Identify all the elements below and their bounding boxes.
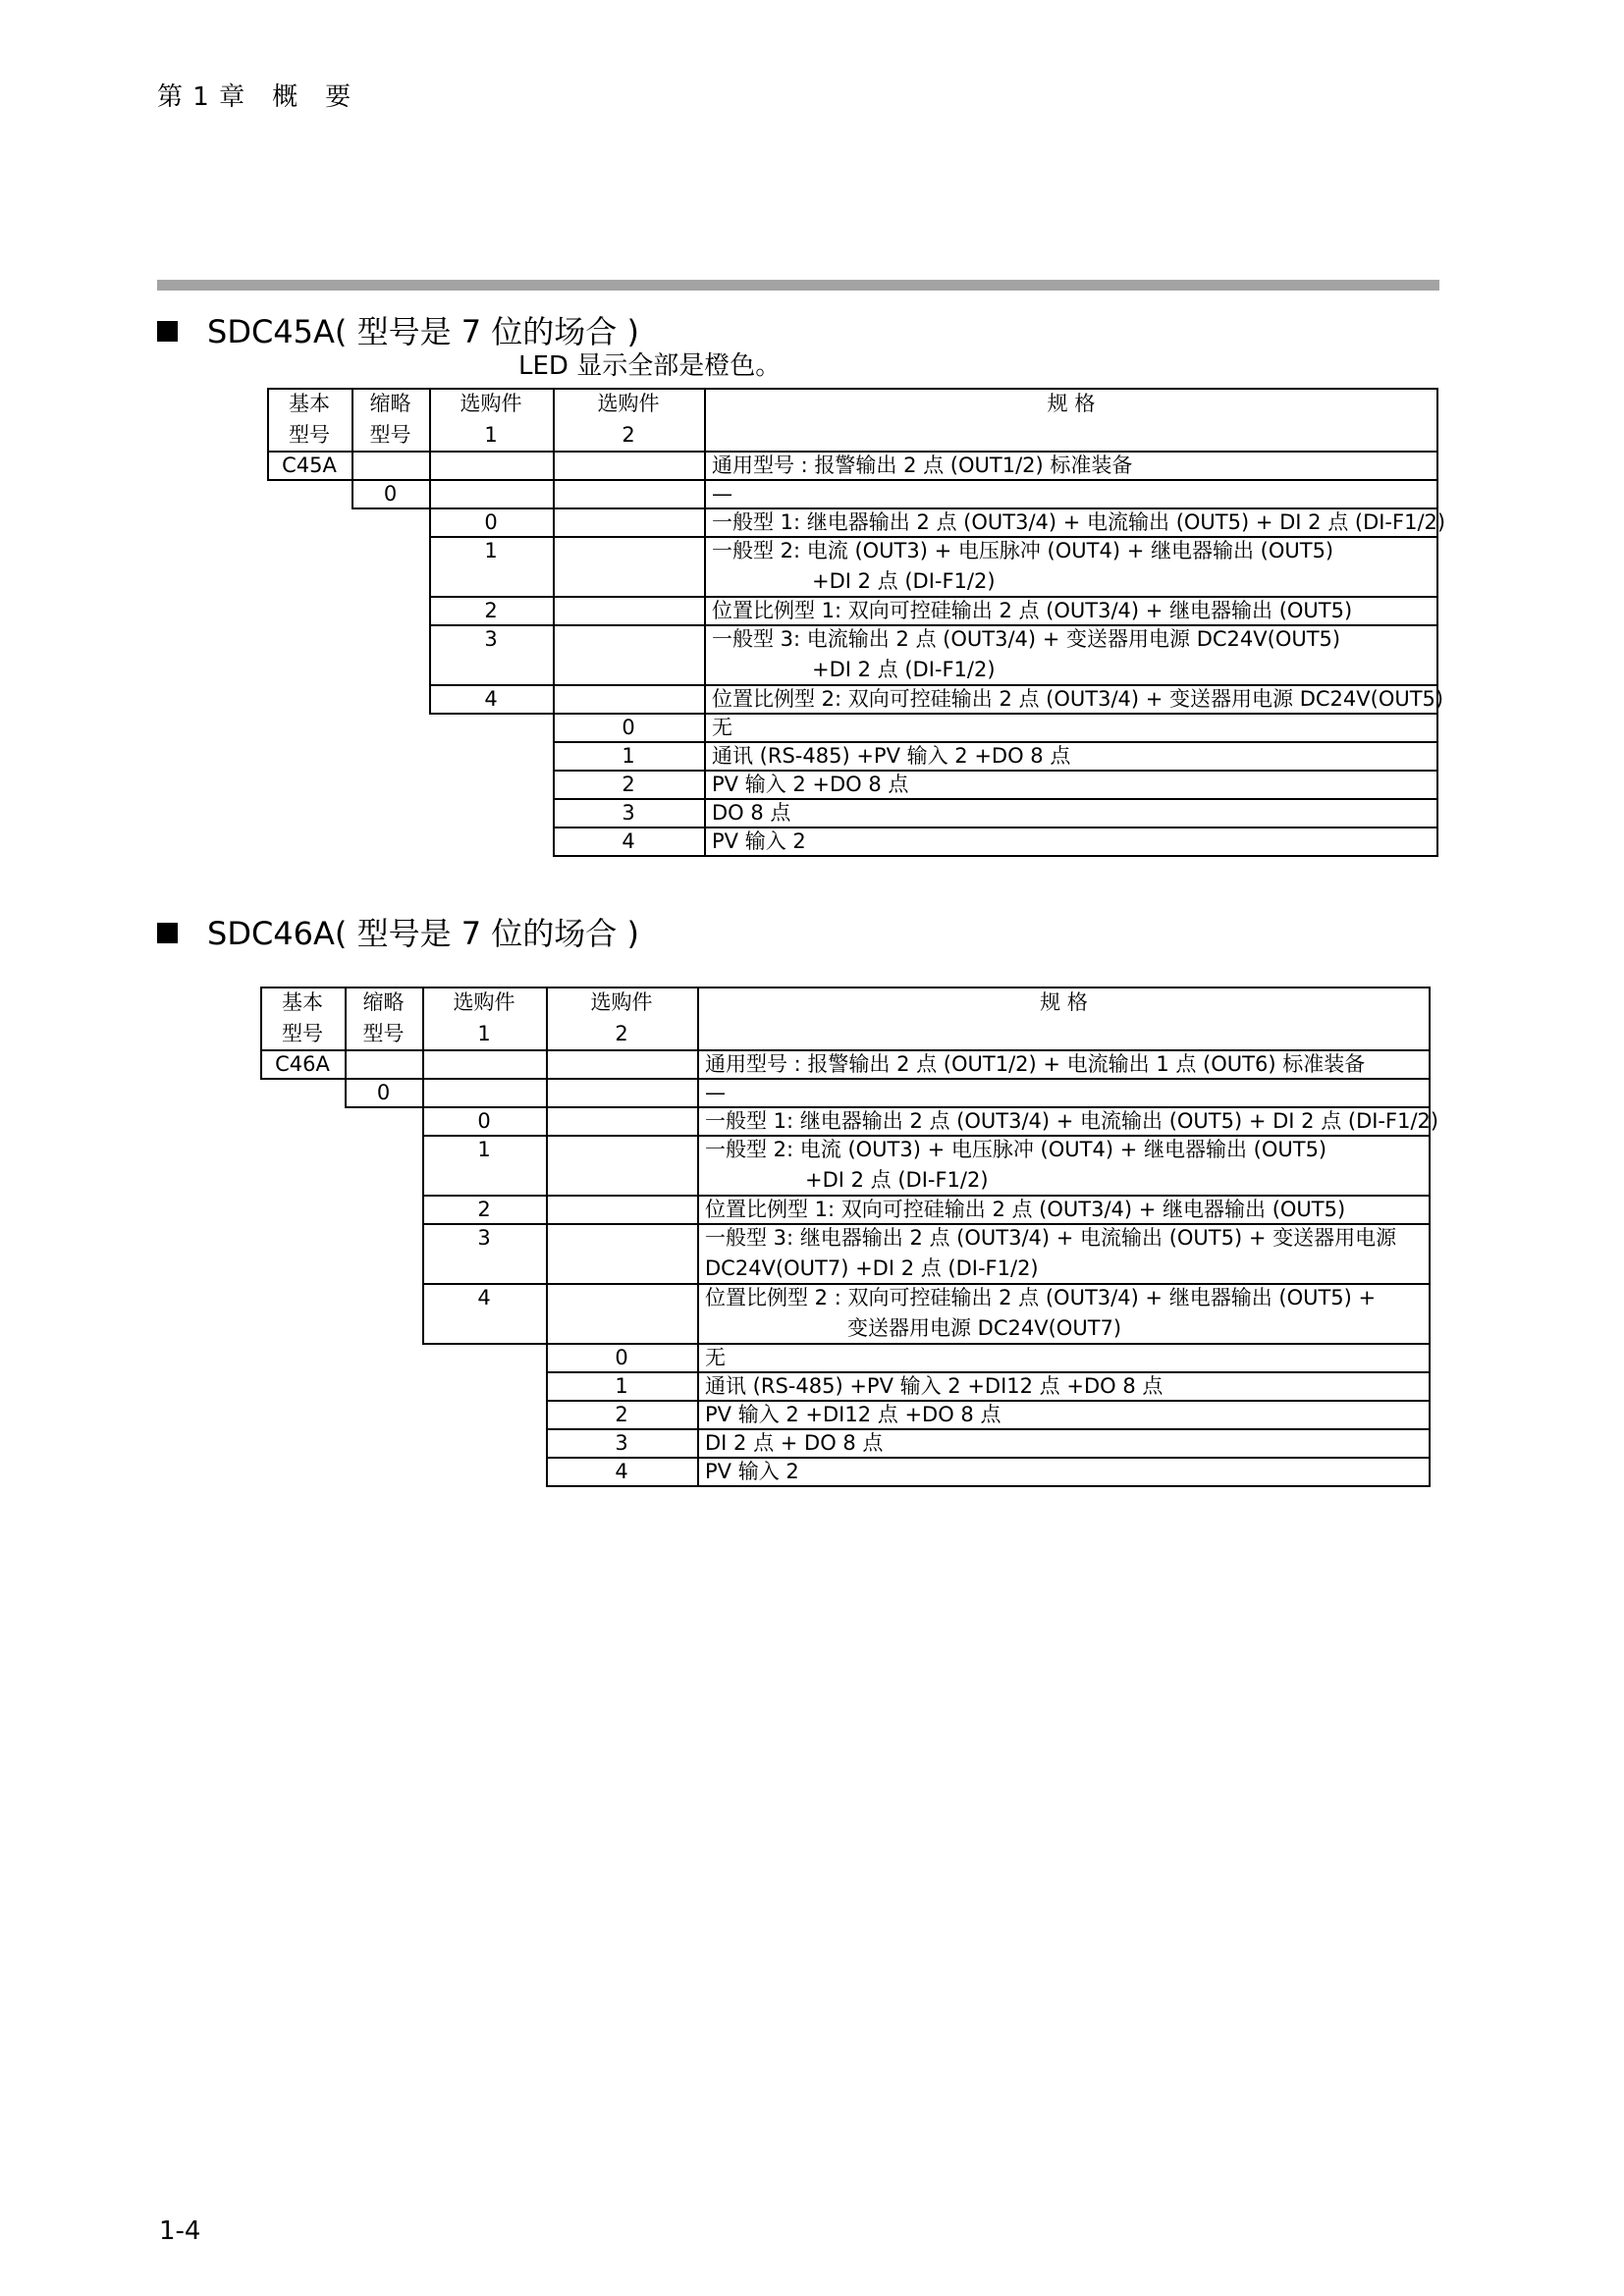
- header-opt2-line2: 2: [622, 423, 635, 447]
- option2-code: 4: [622, 829, 635, 853]
- option1-spec-line: DC24V(OUT7) +DI 2 点 (DI-F1/2): [705, 1256, 1039, 1280]
- option1-blank-cell: [546, 1223, 699, 1285]
- option2-code: 4: [615, 1460, 628, 1483]
- option1-code: 2: [477, 1198, 491, 1221]
- section-title-sdc45a: SDC45A( 型号是 7 位的场合 ): [157, 312, 639, 351]
- option1-blank-cell: [546, 1195, 699, 1225]
- base-model-spec: 通用型号 : 报警输出 2 点 (OUT1/2) + 电流输出 1 点 (OUT6) 标准装备: [705, 1052, 1366, 1076]
- option1-code: 4: [477, 1286, 491, 1309]
- option2-code: 2: [622, 773, 635, 796]
- option1-spec-line: 一般型 3: 继电器输出 2 点 (OUT3/4) + 电流输出 (OUT5) + 变送器用电源: [705, 1226, 1397, 1250]
- led-note: LED 显示全部是橙色。: [518, 351, 782, 381]
- abbrev-row-spec-cell: [704, 479, 1438, 509]
- page-number: 1-4: [159, 2216, 201, 2246]
- base-row-cell: [352, 451, 431, 481]
- option1-spec-line: 一般型 2: 电流 (OUT3) + 电压脉冲 (OUT4) + 继电器输出 (OUT5): [712, 539, 1334, 562]
- header-opt1-line1: 选购件: [453, 990, 515, 1014]
- option2-spec: DI 2 点 + DO 8 点: [705, 1431, 884, 1455]
- option1-blank-cell: [553, 536, 706, 598]
- option1-blank-cell: [546, 1135, 699, 1197]
- option2-spec-cell: [697, 1343, 1431, 1373]
- abbrev-row-spec-cell: [697, 1078, 1431, 1108]
- option2-code: 2: [615, 1403, 628, 1426]
- abbrev-row-cell: [546, 1078, 699, 1108]
- header-opt2-line1: 选购件: [597, 392, 660, 415]
- base-row-cell: [345, 1049, 424, 1080]
- section-title-sdc46a: SDC46A( 型号是 7 位的场合 ): [157, 914, 639, 953]
- option1-spec-line: 位置比例型 2: 双向可控硅输出 2 点 (OUT3/4) + 变送器用电源 DC24V(OUT5): [712, 687, 1444, 711]
- option2-spec: PV 输入 2 +DO 8 点: [712, 773, 909, 796]
- option1-spec-line: +DI 2 点 (DI-F1/2): [812, 569, 996, 593]
- option1-spec-line: +DI 2 点 (DI-F1/2): [812, 658, 996, 681]
- header-basic-line1: 基本: [289, 392, 330, 415]
- option1-spec-line: 位置比例型 1: 双向可控硅输出 2 点 (OUT3/4) + 继电器输出 (OUT5): [705, 1198, 1346, 1221]
- option2-spec-cell: [704, 798, 1438, 828]
- option1-code: 1: [484, 539, 498, 562]
- option1-code: 4: [484, 687, 498, 711]
- option1-code: 3: [477, 1226, 491, 1250]
- option1-spec-line: 一般型 2: 电流 (OUT3) + 电压脉冲 (OUT4) + 继电器输出 (OUT5): [705, 1138, 1327, 1161]
- option1-spec-line: 一般型 1: 继电器输出 2 点 (OUT3/4) + 电流输出 (OUT5) + DI 2 点 (DI-F1/2): [705, 1109, 1439, 1133]
- option2-spec: 通讯 (RS-485) +PV 输入 2 +DI12 点 +DO 8 点: [705, 1374, 1164, 1398]
- base-model-code: C46A: [275, 1052, 330, 1076]
- option2-spec: 无: [705, 1346, 726, 1369]
- base-model-spec: 通用型号 : 报警输出 2 点 (OUT1/2) 标准装备: [712, 454, 1133, 477]
- header-spec: 规 格: [1047, 392, 1096, 415]
- option1-blank-cell: [553, 624, 706, 686]
- header-abbrev-line1: 缩略: [369, 392, 411, 415]
- option2-code: 1: [622, 744, 635, 768]
- option2-spec: 通讯 (RS-485) +PV 输入 2 +DO 8 点: [712, 744, 1071, 768]
- base-row-cell: [422, 1049, 548, 1080]
- header-spec: 规 格: [1040, 990, 1088, 1014]
- option1-blank-cell: [553, 507, 706, 538]
- option1-code: 0: [477, 1109, 491, 1133]
- header-opt1-line1: 选购件: [460, 392, 522, 415]
- base-row-cell: [429, 451, 555, 481]
- header-abbrev-line2: 型号: [362, 1022, 405, 1045]
- header-basic-line2: 型号: [289, 423, 330, 447]
- option2-spec: PV 输入 2: [712, 829, 806, 853]
- option2-spec: PV 输入 2: [705, 1460, 799, 1483]
- option2-code: 0: [615, 1346, 628, 1369]
- option1-spec-line: 位置比例型 2 : 双向可控硅输出 2 点 (OUT3/4) + 继电器输出 (OUT5) +: [705, 1286, 1377, 1309]
- option2-code: 3: [615, 1431, 628, 1455]
- option2-spec: PV 输入 2 +DI12 点 +DO 8 点: [705, 1403, 1001, 1426]
- header-opt2-line1: 选购件: [590, 990, 653, 1014]
- abbrev-row-cell: [553, 479, 706, 509]
- base-row-cell: [546, 1049, 699, 1080]
- option2-spec: DO 8 点: [712, 801, 791, 825]
- option2-spec-cell: [697, 1457, 1431, 1487]
- option1-spec-line: 一般型 3: 电流输出 2 点 (OUT3/4) + 变送器用电源 DC24V(OUT5): [712, 627, 1341, 651]
- option2-code: 3: [622, 801, 635, 825]
- option2-spec-cell: [704, 713, 1438, 743]
- abbrev-model-spec: —: [705, 1081, 726, 1104]
- option2-code: 1: [615, 1374, 628, 1398]
- abbrev-model-code: 0: [376, 1081, 391, 1104]
- option1-spec-line: 位置比例型 1: 双向可控硅输出 2 点 (OUT3/4) + 继电器输出 (OUT5): [712, 599, 1353, 622]
- option2-spec-cell: [704, 827, 1438, 857]
- option2-spec: 无: [712, 716, 732, 739]
- option1-spec-line: 变送器用电源 DC24V(OUT7): [847, 1316, 1122, 1340]
- header-opt2-line2: 2: [615, 1022, 628, 1045]
- option1-blank-cell: [553, 684, 706, 715]
- header-opt1-line2: 1: [484, 423, 498, 447]
- option1-code: 2: [484, 599, 498, 622]
- option1-code: 0: [484, 510, 498, 534]
- base-row-cell: [553, 451, 706, 481]
- header-opt1-line2: 1: [477, 1022, 491, 1045]
- square-bullet-icon: [157, 923, 178, 943]
- header-abbrev-line1: 缩略: [362, 990, 405, 1014]
- abbrev-model-spec: —: [712, 482, 732, 506]
- header-basic-line1: 基本: [282, 990, 323, 1014]
- option1-code: 1: [477, 1138, 491, 1161]
- option1-spec-line: +DI 2 点 (DI-F1/2): [805, 1168, 989, 1192]
- option1-blank-cell: [546, 1106, 699, 1137]
- square-bullet-icon: [157, 321, 178, 342]
- abbrev-row-cell: [429, 479, 555, 509]
- section-divider-rule: [157, 280, 1439, 291]
- option1-blank-cell: [553, 596, 706, 626]
- header-abbrev-line2: 型号: [369, 423, 411, 447]
- base-model-code: C45A: [282, 454, 337, 477]
- chapter-header: 第 1 章 概 要: [157, 82, 352, 112]
- option1-spec-line: 一般型 1: 继电器输出 2 点 (OUT3/4) + 电流输出 (OUT5) + DI 2 点 (DI-F1/2): [712, 510, 1446, 534]
- option1-code: 3: [484, 627, 498, 651]
- option1-blank-cell: [546, 1283, 699, 1345]
- abbrev-model-code: 0: [383, 482, 398, 506]
- header-basic-line2: 型号: [282, 1022, 323, 1045]
- option2-code: 0: [622, 716, 635, 739]
- abbrev-row-cell: [422, 1078, 548, 1108]
